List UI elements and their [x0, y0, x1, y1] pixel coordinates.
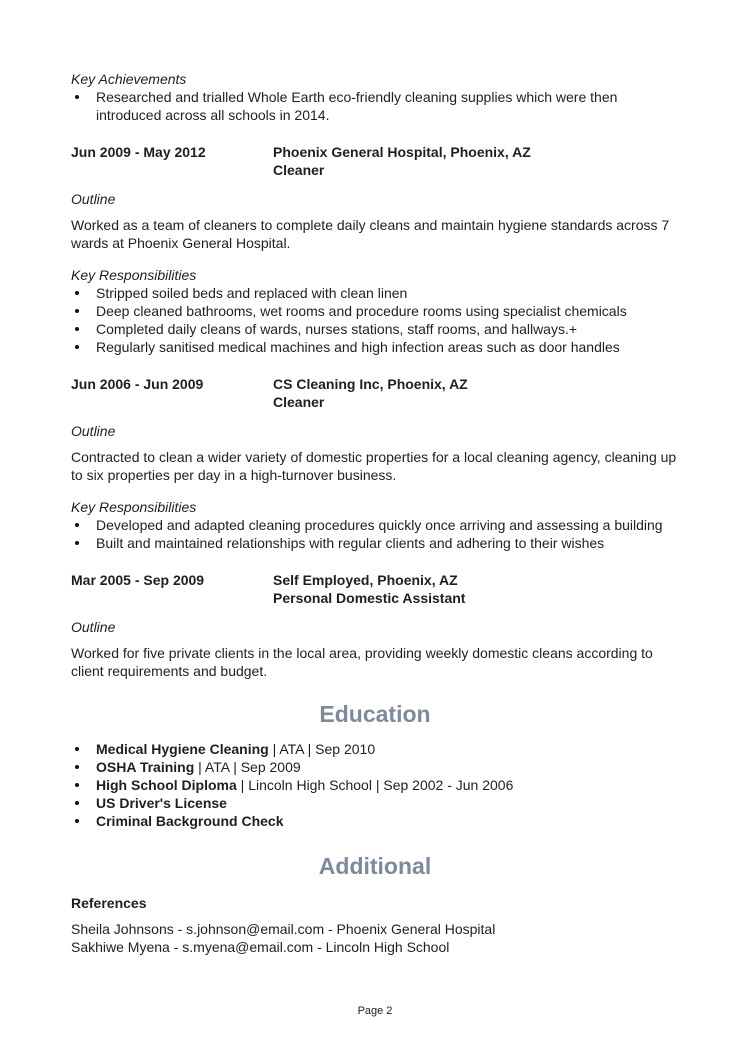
list-item: Built and maintained relationships with regular clients and adhering to their wishes [71, 534, 679, 552]
references-label: References [71, 895, 147, 911]
key-achievements-label: Key Achievements [71, 71, 187, 87]
list-item [71, 812, 679, 830]
education-detail: | ATA | Sep 2010 [268, 741, 376, 757]
list-item [71, 758, 679, 776]
additional-heading: Additional [318, 853, 432, 879]
education-list [71, 740, 679, 830]
job-role: Cleaner [273, 394, 325, 410]
outline-label: Outline [71, 619, 116, 635]
job-dates: Jun 2006 - Jun 2009 [71, 376, 204, 392]
job-header [71, 143, 679, 179]
reference-line: Sheila Johnsons - s.johnson@email.com - Phoenix General Hospital [71, 921, 496, 937]
list-item: Researched and trialled Whole Earth eco-friendly cleaning supplies which were then introduced across all schools in 2014. [71, 88, 679, 124]
education-name: High School Diploma [96, 777, 237, 793]
outline-text: Worked as a team of cleaners to complete daily cleans and maintain hygiene standards across 7 wards at Phoenix General Hospital. [71, 217, 670, 251]
education-detail: | Lincoln High School | Sep 2002 - Jun 2006 [236, 777, 514, 793]
outline-label: Outline [71, 423, 116, 439]
list-item: Regularly sanitised medical machines and high infection areas such as door handles [71, 338, 679, 356]
education-name: Medical Hygiene Cleaning [96, 741, 269, 757]
job-employer: CS Cleaning Inc, Phoenix, AZ [273, 376, 468, 392]
education-name: OSHA Training [96, 759, 195, 775]
previous-job-achievements [71, 70, 679, 124]
list-item [71, 776, 679, 794]
achievements-list [71, 88, 679, 124]
list-item: Developed and adapted cleaning procedures quickly once arriving and assessing a building [71, 516, 679, 534]
job-dates: Mar 2005 - Sep 2009 [71, 572, 205, 588]
list-item [71, 740, 679, 758]
job-role: Personal Domestic Assistant [273, 590, 466, 606]
key-responsibilities-label: Key Responsibilities [71, 267, 197, 283]
list-item: Stripped soiled beds and replaced with clean linen [71, 284, 679, 302]
job-role: Cleaner [273, 162, 325, 178]
job-dates: Jun 2009 - May 2012 [71, 144, 206, 160]
page-number: Page 2 [357, 1005, 393, 1017]
job-entry-phoenix-general [71, 143, 679, 356]
education-name: Criminal Background Check [96, 813, 284, 829]
job-entry-cs-cleaning [71, 375, 679, 552]
list-item: Completed daily cleans of wards, nurses stations, staff rooms, and hallways.+ [71, 320, 679, 338]
education-heading: Education [319, 701, 431, 727]
job-header [71, 375, 679, 411]
reference-line: Sakhiwe Myena - s.myena@email.com - Lincoln High School [71, 939, 450, 955]
list-item: Deep cleaned bathrooms, wet rooms and procedure rooms using specialist chemicals [71, 302, 679, 320]
responsibilities-list [71, 516, 679, 552]
job-entry-self-employed [71, 571, 679, 680]
outline-label: Outline [71, 191, 116, 207]
job-employer: Phoenix General Hospital, Phoenix, AZ [273, 144, 531, 160]
list-item [71, 794, 679, 812]
job-employer: Self Employed, Phoenix, AZ [273, 572, 458, 588]
job-header [71, 571, 679, 607]
education-detail: | ATA | Sep 2009 [194, 759, 301, 775]
outline-text: Contracted to clean a wider variety of domestic properties for a local cleaning agency, cleaning up to six properties per day in a high-turnover business. [71, 449, 677, 483]
key-responsibilities-label: Key Responsibilities [71, 499, 197, 515]
education-name: US Driver's License [96, 795, 227, 811]
responsibilities-list [71, 284, 679, 356]
outline-text: Worked for five private clients in the local area, providing weekly domestic cleans according to client requirements and budget. [71, 645, 653, 679]
